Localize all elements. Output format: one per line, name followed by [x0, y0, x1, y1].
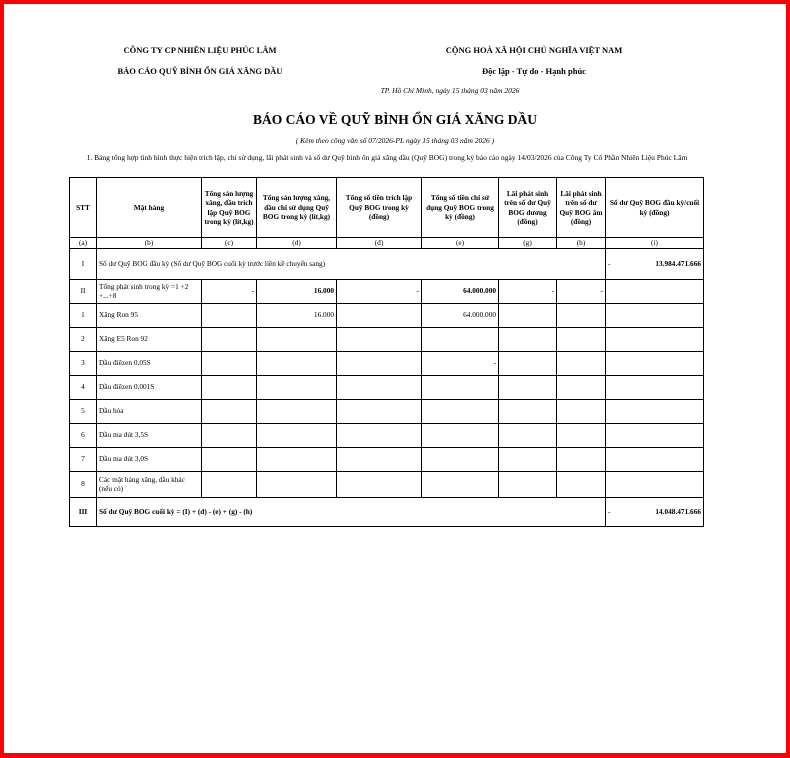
interest-neg [557, 351, 606, 375]
qty-out [257, 327, 337, 351]
table-row [70, 327, 704, 351]
amount-in [337, 327, 422, 351]
interest-pos [499, 471, 557, 497]
stt-cell: 3 [70, 351, 97, 375]
letter-cell: (g) [499, 238, 557, 249]
interest-neg [557, 375, 606, 399]
interest-neg [557, 423, 606, 447]
interest-pos [499, 303, 557, 327]
item-name: Dầu ma dút 3,5S [97, 423, 202, 447]
table-row [70, 423, 704, 447]
letter-cell: (i) [606, 238, 704, 249]
intro-note: 1. Bảng tổng hợp tình hình thực hiện trích lập, chi sử dụng, lãi phát sinh và số dư Quỹ bình ổn giá xăng dầu (Quỹ BOG) trong kỳ báo cáo ngày 14/03/2026 của Công Ty Cổ Phần Nhiên Liệu Phúc Lâm [86, 153, 688, 162]
dash: - [608, 506, 611, 516]
total-label: Tổng phát sinh trong kỳ =1 +2 +...+8 [97, 279, 202, 303]
header-row [70, 178, 704, 238]
amount-in [337, 375, 422, 399]
qty-in [202, 303, 257, 327]
balance [606, 399, 704, 423]
col-header-amount-out: Tổng số tiền chi sử dụng Quỹ BOG trong kỳ (đồng) [422, 178, 499, 238]
place-date: TP. Hồ Chí Minh, ngày 15 tháng 03 năm 2026 [380, 86, 520, 95]
interest-pos [499, 447, 557, 471]
amount-in [337, 423, 422, 447]
opening-balance-value: 13.984.471.666 [655, 258, 701, 268]
qty-in [202, 399, 257, 423]
company-name: CÔNG TY CP NHIÊN LIỆU PHÚC LÂM [123, 45, 277, 55]
opening-label: Số dư Quỹ BOG đầu kỳ (Số dư Quỹ BOG cuối kỳ trước liền kề chuyển sang) [97, 248, 606, 279]
table-row [70, 375, 704, 399]
interest-pos [499, 351, 557, 375]
interest-pos [499, 399, 557, 423]
letter-cell: (d) [257, 238, 337, 249]
total-amount-in: - [337, 279, 422, 303]
qty-in [202, 375, 257, 399]
closing-balance-row [70, 497, 704, 526]
national-motto: Độc lập - Tự do - Hạnh phúc [482, 66, 586, 76]
amount-out [422, 471, 499, 497]
col-header-stt: STT [70, 178, 97, 238]
table-row [70, 303, 704, 327]
interest-neg [557, 327, 606, 351]
opening-balance-cell [606, 248, 704, 279]
balance [606, 447, 704, 471]
amount-out [422, 399, 499, 423]
amount-out [422, 327, 499, 351]
qty-out [257, 351, 337, 375]
stt-cell: 8 [70, 471, 97, 497]
closing-balance-cell [606, 497, 704, 526]
qty-out [257, 399, 337, 423]
letter-row [70, 238, 704, 249]
col-header-qty-in: Tổng sản lượng xăng, dầu trích lập Quỹ BOG trong kỳ (lít,kg) [202, 178, 257, 238]
amount-out [422, 423, 499, 447]
qty-in [202, 423, 257, 447]
dash: - [608, 258, 611, 268]
balance [606, 423, 704, 447]
interest-neg [557, 399, 606, 423]
balance [606, 303, 704, 327]
amount-out [422, 447, 499, 471]
item-name: Dầu điêzen 0,05S [97, 351, 202, 375]
col-header-interest-neg: Lãi phát sinh trên số dư Quỹ BOG âm (đồng) [557, 178, 606, 238]
balance [606, 471, 704, 497]
col-header-amount-in: Tổng số tiền trích lập Quỹ BOG trong kỳ (đồng) [337, 178, 422, 238]
stt-cell: 2 [70, 327, 97, 351]
col-header-balance: Số dư Quỹ BOG đầu kỳ/cuối kỳ (đồng) [606, 178, 704, 238]
total-row [70, 279, 704, 303]
stt-cell: 6 [70, 423, 97, 447]
stt-cell: II [70, 279, 97, 303]
letter-cell: (c) [202, 238, 257, 249]
amount-in [337, 399, 422, 423]
table-row [70, 471, 704, 497]
report-subtitle: ( Kèm theo công văn số 07/2026-PL ngày 15 tháng 03 năm 2026 ) [295, 136, 495, 145]
col-header-interest-pos: Lãi phát sinh trên số dư Quỹ BOG dương (đồng) [499, 178, 557, 238]
item-name: Các mặt hàng xăng, dầu khác (nếu có) [97, 471, 202, 497]
interest-pos [499, 423, 557, 447]
amount-in [337, 303, 422, 327]
qty-out [257, 423, 337, 447]
total-qty-out: 16.000 [257, 279, 337, 303]
qty-in [202, 351, 257, 375]
item-name: Xăng Ron 95 [97, 303, 202, 327]
stt-cell: I [70, 248, 97, 279]
total-amount-out: 64.000.000 [422, 279, 499, 303]
balance [606, 351, 704, 375]
total-interest-pos: - [499, 279, 557, 303]
amount-in [337, 351, 422, 375]
letter-cell: (a) [70, 238, 97, 249]
amount-in [337, 447, 422, 471]
letter-cell: (e) [422, 238, 499, 249]
stt-cell: 4 [70, 375, 97, 399]
qty-out: 16.000 [257, 303, 337, 327]
item-name: Xăng E5 Ron 92 [97, 327, 202, 351]
table-row [70, 399, 704, 423]
interest-pos [499, 375, 557, 399]
col-header-item: Mặt hàng [97, 178, 202, 238]
total-balance [606, 279, 704, 303]
table-row [70, 351, 704, 375]
item-name: Dầu ma dút 3,0S [97, 447, 202, 471]
national-title: CỘNG HOÀ XÃ HỘI CHỦ NGHĨA VIỆT NAM [445, 45, 623, 55]
interest-neg [557, 447, 606, 471]
total-interest-neg: - [557, 279, 606, 303]
balance [606, 327, 704, 351]
report-title: BÁO CÁO VỀ QUỸ BÌNH ỔN GIÁ XĂNG DẦU [252, 112, 538, 127]
col-header-qty-out: Tổng sản lượng xăng, dầu chi sử dụng Quỹ BOG trong kỳ (lít,kg) [257, 178, 337, 238]
qty-in [202, 471, 257, 497]
total-qty-in: - [202, 279, 257, 303]
interest-pos [499, 327, 557, 351]
interest-neg [557, 303, 606, 327]
letter-cell: (h) [557, 238, 606, 249]
amount-out: - [422, 351, 499, 375]
balance [606, 375, 704, 399]
opening-balance-row [70, 248, 704, 279]
amount-out [422, 375, 499, 399]
qty-out [257, 375, 337, 399]
interest-neg [557, 471, 606, 497]
stt-cell: 1 [70, 303, 97, 327]
qty-out [257, 447, 337, 471]
qty-in [202, 327, 257, 351]
item-name: Dầu điêzen 0,001S [97, 375, 202, 399]
closing-balance-value: 14.048.471.666 [655, 506, 701, 516]
amount-out: 64.000.000 [422, 303, 499, 327]
table-row [70, 447, 704, 471]
letter-cell: (đ) [337, 238, 422, 249]
company-subtitle: BÁO CÁO QUỸ BÌNH ỔN GIÁ XĂNG DẦU [117, 66, 283, 76]
qty-in [202, 447, 257, 471]
closing-label: Số dư Quỹ BOG cuối kỳ = (I) + (d) - (e) + (g) - (h) [97, 497, 606, 526]
amount-in [337, 471, 422, 497]
stt-cell: 5 [70, 399, 97, 423]
item-name: Dầu hỏa [97, 399, 202, 423]
stt-cell: 7 [70, 447, 97, 471]
qty-out [257, 471, 337, 497]
stt-cell: III [70, 497, 97, 526]
letter-cell: (b) [97, 238, 202, 249]
bog-report-table [69, 177, 704, 527]
